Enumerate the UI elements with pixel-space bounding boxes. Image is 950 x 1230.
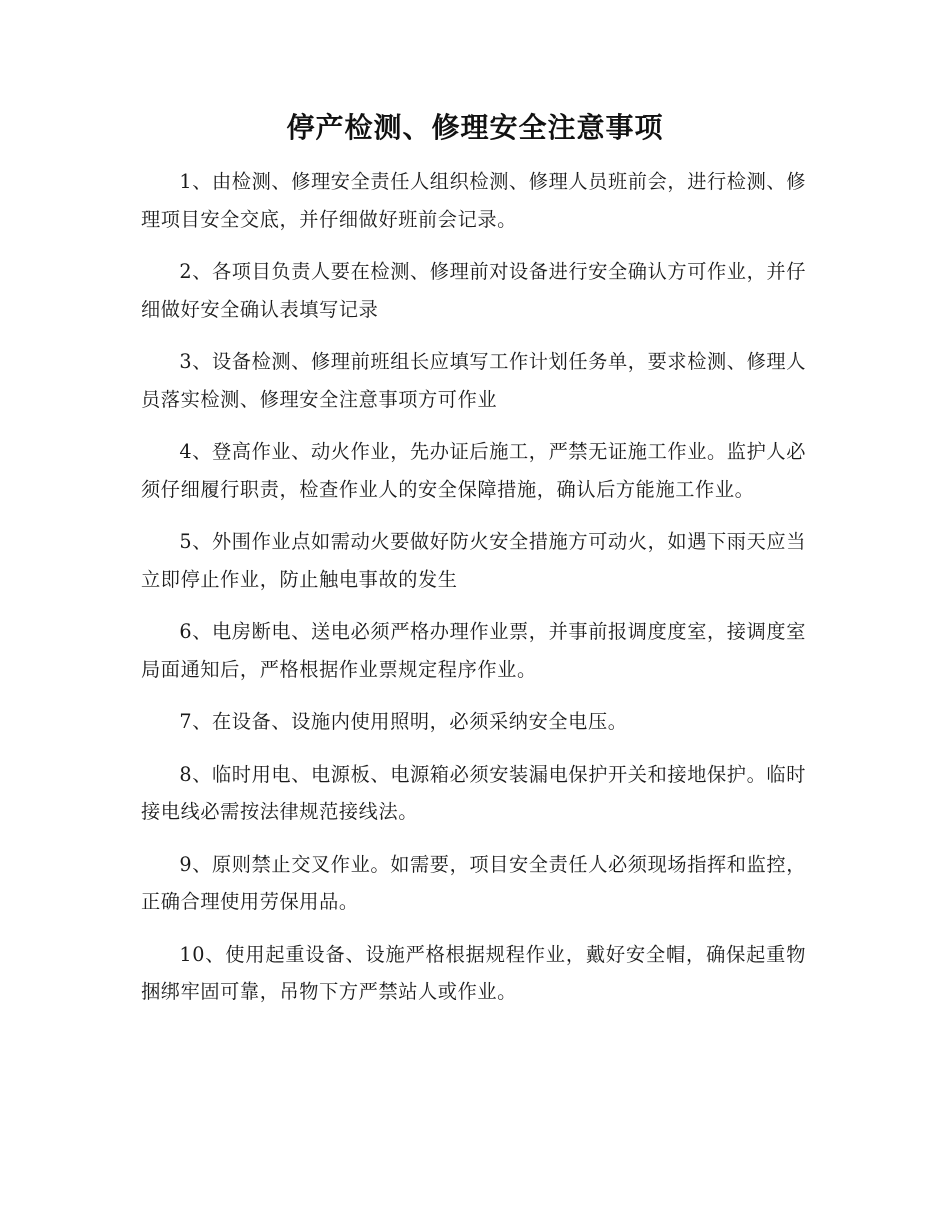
paragraph-4: 4、登高作业、动火作业，先办证后施工，严禁无证施工作业。监护人必须仔细履行职责，检查作业人的安全保障措施，确认后方能施工作业。: [141, 440, 806, 501]
paragraph-5: 5、外围作业点如需动火要做好防火安全措施方可动火，如遇下雨天应当立即停止作业，防止触电事故的发生: [141, 530, 806, 591]
paragraph-10: 10、使用起重设备、设施严格根据规程作业，戴好安全帽，确保起重物捆绑牢固可靠，吊物下方严禁站人或作业。: [141, 942, 806, 1003]
paragraph-9: 9、原则禁止交叉作业。如需要，项目安全责任人必须现场指挥和监控，正确合理使用劳保用品。: [141, 852, 806, 913]
paragraph-7: 7、在设备、设施内使用照明，必须采纳安全电压。: [179, 710, 628, 733]
paragraph-3: 3、设备检测、修理前班组长应填写工作计划任务单，要求检测、修理人员落实检测、修理安全注意事项方可作业: [141, 350, 806, 411]
document-title: 停产检测、修理安全注意事项: [286, 111, 664, 144]
paragraph-1: 1、由检测、修理安全责任人组织检测、修理人员班前会，进行检测、修理项目安全交底，并仔细做好班前会记录。: [141, 170, 806, 231]
paragraph-2: 2、各项目负责人要在检测、修理前对设备进行安全确认方可作业，并仔细做好安全确认表填写记录: [141, 260, 806, 321]
paragraph-6: 6、电房断电、送电必须严格办理作业票，并事前报调度度室，接调度室局面通知后，严格根据作业票规定程序作业。: [141, 620, 806, 681]
paragraph-8: 8、临时用电、电源板、电源箱必须安装漏电保护开关和接地保护。临时接电线必需按法律规范接线法。: [141, 762, 806, 823]
document-body: [141, 163, 806, 1026]
